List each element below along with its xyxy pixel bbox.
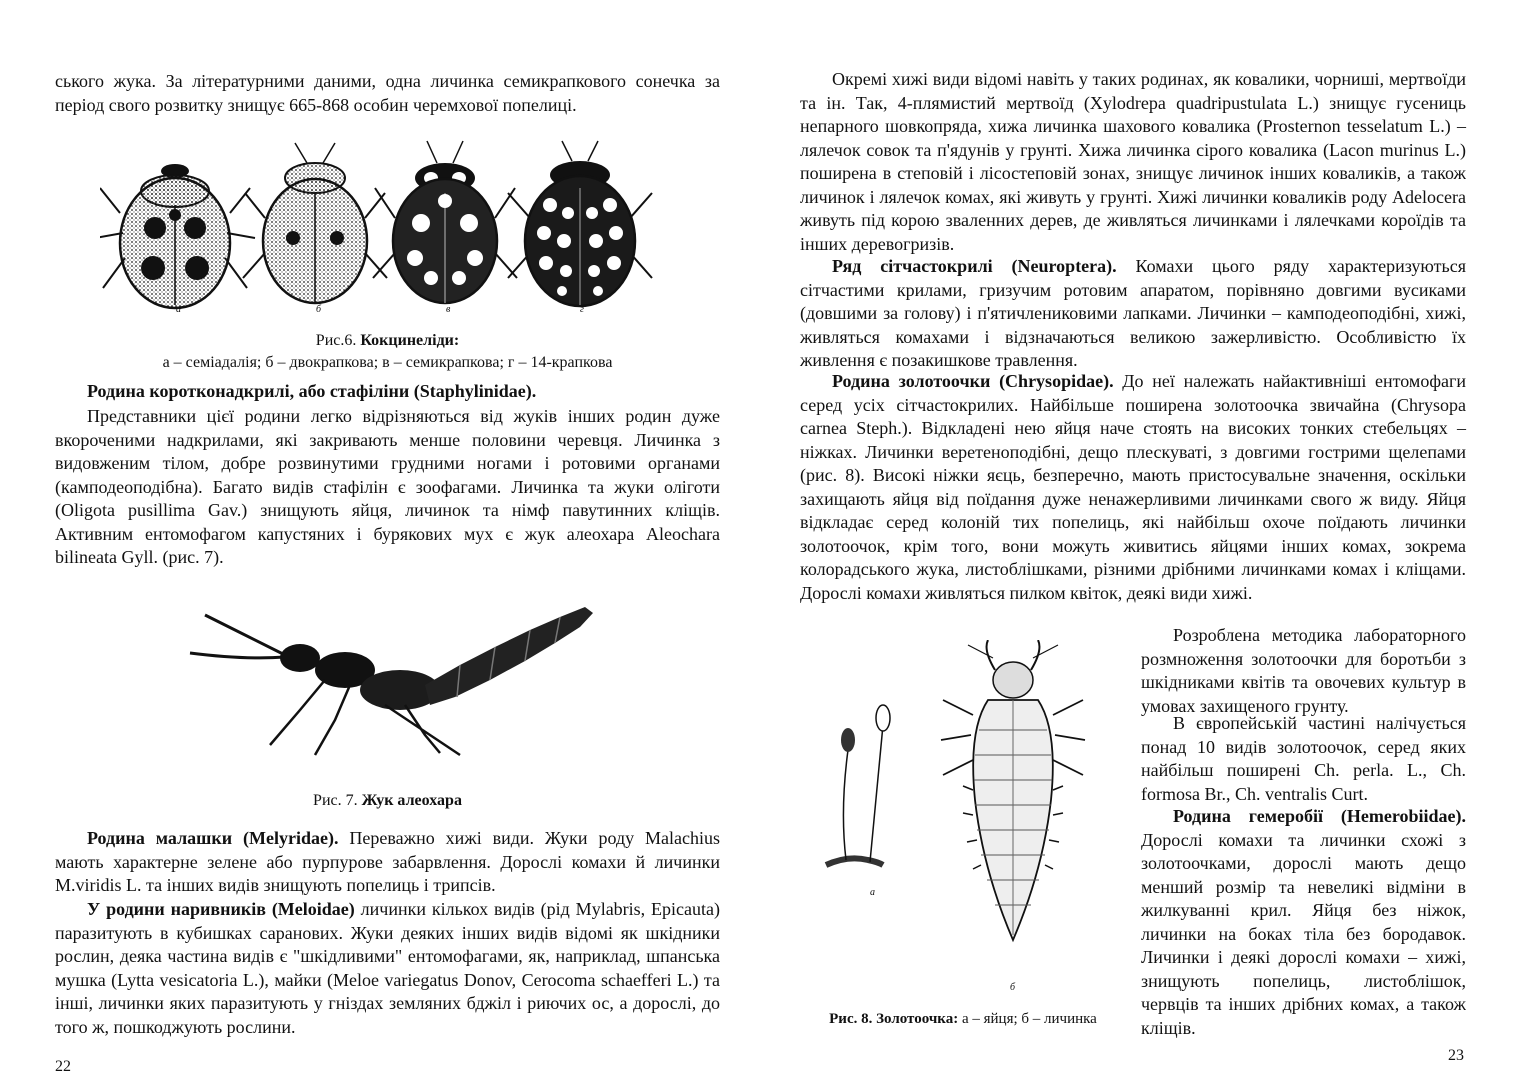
fig6-letter-a: а [176,304,181,315]
page-number-left: 22 [55,1058,71,1075]
figure-6-ladybirds [100,138,660,318]
fig6-caption-prefix: Рис.6. [315,332,361,349]
staph-paragraph: Представники цієї родини легко відрізняються від жуків інших родин дуже вкороченими надкрилами, які закривають менше половини черевця. Личинка з видовженим тілом, добре розвинутими грудними ногами і ротовими органами (камподеоподібна). Багато видів стафілін є зоофагами. Личинка та жуки оліготи (Oligota pusillima Gav.) знищують яйця, личинок та німф павутинних кліщів. Активним ентомофагом капустяних і бурякових мух є жук алеохара Aleochara bilineata Gyll. (рис. 7). [55,406,720,567]
hemerobiidae-text: Дорослі комахи та личинки схожі з золотоочками, дорослі мають дещо менший розмір та невеликі відміни в жилкуванні крил. Яйця без ніжок, личинки на боках тіла без бородавок. Личинки і деякі дорослі комахи – хижі, знищують попелиць, листоблішок, червців та інших дрібних комах, а також кліщів. [1141,829,1466,1038]
meloidae-text: личинки кількох видів (рід Mylabris, Epicauta) паразитують в кубишках саранових. Жуки деяких інших видів відомі як шкідники рослин, деяка частина видів є "шкідливими" ентомофагами, як, наприклад, шпанська мушка (Lytta vesicatoria L.), майки (Meloe variegatus Donov, Cerocoma schaefferi L.) та інші, личинки яких паразитують у гніздах земляних бджіл і риючих ос, а дорослі, до того ж, пошкоджують рослини. [55,899,721,1037]
melyridae-text: Переважно хижі види. Жуки роду Malachius мають характерне зелене або пурпурове забарвлення. Дорослі комахи й личинки M.viridis L. та інших видів знищують попелиць і трипсів. [55,828,720,895]
fig6-caption-title: Кокцинеліди: [360,332,460,349]
neuroptera-text: Комахи цього ряду характеризуються сітчастими крилами, гризучим ротовим апаратом, порівняно довгими вусиками (довшими за голову) і п'ятичлениковими лапками. Личинки – камподеоподібні, хижі, живляться комахами і відзначаються великою зажерливістю. Особливістю їх живлення є позакишкове травлення. [800,256,1466,370]
fig7-caption [55,790,720,812]
chrysopidae-heading: Родина золотоочки (Chrysopidae). [832,371,1114,391]
meloidae-heading: У родини наривників (Meloidae) [87,899,355,919]
staph-heading-text: Родина коротконадкрилі, або стафіліни (Staphylinidae). [87,381,537,401]
fig8-caption [788,1008,1138,1030]
fig6-caption-legend: а – семіадалія; б – двокрапкова; в – семикрапкова; г – 14-крапкова [162,354,613,371]
intro-paragraph: ського жука. За літературними даними, одна личинка семикрапкового сонечка за період свого розвитку знищує 665-868 особин черемхової попелиці. [55,71,720,115]
neuroptera-paragraph [800,255,1466,373]
right-page [758,0,1516,1080]
lacewing-larva [941,640,1085,940]
melyridae-paragraph [55,827,720,898]
ladybird-a [100,164,255,308]
fig6-letter-c: в [446,304,451,315]
fig8-letter-b: б [1010,982,1016,993]
hemerobiidae-heading: Родина гемеробії (Hemerobiidae). [1173,806,1466,826]
fig7-caption-prefix: Рис. 7. [313,792,362,809]
melyridae-heading: Родина малашки (Melyridae). [87,828,339,848]
figure-7-rove-beetle [185,595,605,760]
neuroptera-heading: Ряд сітчастокрилі (Neuroptera). [832,256,1117,276]
fig7-caption-title: Жук алеохара [361,792,462,809]
fig8-caption-legend: а – яйця; б – личинка [958,1011,1097,1027]
fig8-letter-a: а [870,887,875,898]
meloidae-paragraph [55,898,720,1039]
page-number-right: 23 [1448,1047,1464,1064]
ladybird-d [508,141,652,306]
method-paragraph: Розроблена методика лабораторного розмноження золотоочки для боротьби з шкідниками квітів та овочевих культур в умовах захищеного грунту. [1141,625,1466,716]
staph-heading [55,380,720,404]
chrysopidae-text: До неї належать найактивніші ентомофаги серед усіх сітчастокрилих. Найбільше поширена золотоочка звичайна (Chrysopa carnea Steph.). Відкладені нею яйця наче стоять на високих тонких стебельцях – ніжках. Личинки веретеноподібні, дещо плескуваті, з довгими гострими щелепами (рис. 8). Високі ніжки яєць, безперечно, мають пристосувальне значення, оскільки захищають яйця від поїдання дуже ненажерливими личинками свого ж виду. Яйця відкладає серед колоній тих попелиць, які найбільш охоче поїдають личинки золотоочок, крім того, вони можуть живитись яйцями інших комах, зокрема колорадського жука, листоблішками, різними дрібними личинками комах і кліщами. Дорослі комахи живляться пилком квіток, деякі види хижі. [800,371,1466,603]
figure-8-lacewing [808,640,1128,995]
ladybird-c [373,141,517,303]
fig8-caption-prefix: Рис. 8. [829,1011,877,1027]
predators-paragraph: Окремі хижі види відомі навіть у таких родинах, як ковалики, чорниші, мертвоїди та ін. Так, 4-плямистий мертвоїд (Xylodrepa quadripustulata L.) знищує гусениць непарного шовкопряда, хижа личинка шахового ковалика (Prosternon tesselatum L.) – лялечок совок та п'ядунів у грунті. Хижа личинка сірого ковалика (Lacon murinus L.) поширена в степовій і лісостеповій зонах, знищує личинок інших коваликів, а також личинок і лялечок комах, які живуть у грунті. Хижі личинки коваликів роду Adelocera живуть під корою зваленних дерев, де живляться личинками і лялечками короїдів та інших деревогризів. [800,69,1466,254]
fig6-letter-b: б [316,304,322,315]
hemerobiidae-paragraph [1141,805,1466,1040]
europe-paragraph: В європейській частині налічується понад 10 видів золотоочок, серед яких найбільш поширені Ch. perla. L., Ch. formosa Br., Ch. ventralis Curt. [1141,713,1466,804]
chrysopidae-paragraph [800,370,1466,605]
fig8-caption-title: Золотоочка: [876,1011,959,1027]
lacewing-eggs [826,705,890,865]
fig6-caption [55,330,720,374]
fig6-letter-d: г [580,304,584,315]
ladybird-b [243,143,387,303]
